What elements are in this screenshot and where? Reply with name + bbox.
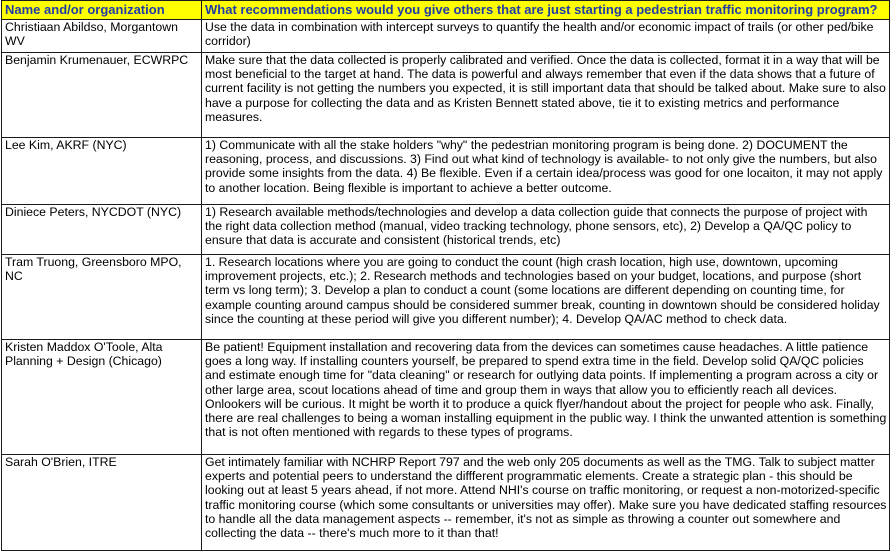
header-question-column: What recommendations would you give others that are just starting a pedestrian traffic monitoring program? — [202, 1, 890, 20]
respondent-answer: Be patient! Equipment installation and recovering data from the devices can sometimes cause headaches. A little patience goes a long way. If installing counters yourself, be prepared to spend extra time in the field. Develop solid QA/QC policies and estimate enough time for "data cleaning" or research for outlying data points. If implementing a program across a city or other large area, scout locations ahead of time and group them in ways that allow you to efficiently reach all devices. Onlookers will be curious. It might be worth it to produce a quick flyer/handout about the project for people who ask. Finally, there are real challenges to being a woman installing equipment in the public way. I think the unwanted attention is something that is not often mentioned with regards to these types of programs. — [202, 340, 890, 455]
respondent-answer: Use the data in combination with intercept surveys to quantify the health and/or economic impact of trails (or other ped/bike corridor) — [202, 20, 890, 53]
respondent-answer: Make sure that the data collected is properly calibrated and verified. Once the data is collected, format it in a way that will be most beneficial to the target at hand. The data is powerful and always remember that even if the data shows that a future of current facility is not getting the numbers you expected, it is still important data that should be talked about. Make sure to also have a purpose for collecting the data and as Kristen Bennett stated above, tie it to existing metrics and performance measures. — [202, 53, 890, 138]
table-row — [2, 138, 890, 205]
respondent-answer: 1. Research locations where you are going to conduct the count (high crash location, high use, downtown, upcoming improvement projects, etc.); 2. Research methods and technologies based on your budget, locations, and purpose (short term vs long term); 3. Develop a plan to conduct a count (some locations are different depending on counting time, for example counting around campus should be considered summer break, counting in downtown should be considered holiday since the counting at these period will give you different number); 4. Develop QA/AC method to check data. — [202, 255, 890, 340]
respondent-answer: Get intimately familiar with NCHRP Report 797 and the web only 205 documents as well as the TMG. Talk to subject matter experts and potential peers to understand the diffferent programmatic elements. Create a strategic plan - this should be looking out at least 5 years ahead, if not more. Attend NHI's course on traffic monitoring, or request a non-motorized-specific traffic monitoring course (which some consultants or universities may offer). Make sure you have dedicated staffing resources to handle all the data management aspects -- remember, it's not as simple as throwing a counter out somewhere and collecting the data -- there's much more to it than that! — [202, 455, 890, 551]
table-row — [2, 20, 890, 53]
respondent-name: Sarah O'Brien, ITRE — [2, 455, 202, 551]
respondent-name: Diniece Peters, NYCDOT (NYC) — [2, 205, 202, 255]
respondent-name: Kristen Maddox O'Toole, Alta Planning + Design (Chicago) — [2, 340, 202, 455]
header-row — [2, 1, 890, 20]
header-name-column: Name and/or organization — [2, 1, 202, 20]
table-row — [2, 255, 890, 340]
table-row — [2, 455, 890, 551]
table-row — [2, 205, 890, 255]
table-row — [2, 340, 890, 455]
respondent-answer: 1) Research available methods/technologies and develop a data collection guide that connects the purpose of project with the right data collection method (manual, video tracking technology, phone sensors, etc), 2) Develop a QA/QC policy to ensure that data is accurate and consistent (historical trends, etc) — [202, 205, 890, 255]
respondent-answer: 1) Communicate with all the stake holders "why" the pedestrian monitoring program is being done. 2) DOCUMENT the reasoning, process, and discussions. 3) Find out what kind of technology is available- to not only give the numbers, but also provide some insights from the data. 4) Be flexible. Even if a certain idea/process was good for one locaiton, it may not apply to another location. Being flexible is important to achieve a better outcome. — [202, 138, 890, 205]
respondent-name: Benjamin Krumenauer, ECWRPC — [2, 53, 202, 138]
responses-table — [1, 0, 890, 551]
respondent-name: Christiaan Abildso, Morgantown WV — [2, 20, 202, 53]
respondent-name: Lee Kim, AKRF (NYC) — [2, 138, 202, 205]
respondent-name: Tram Truong, Greensboro MPO, NC — [2, 255, 202, 340]
table-row — [2, 53, 890, 138]
